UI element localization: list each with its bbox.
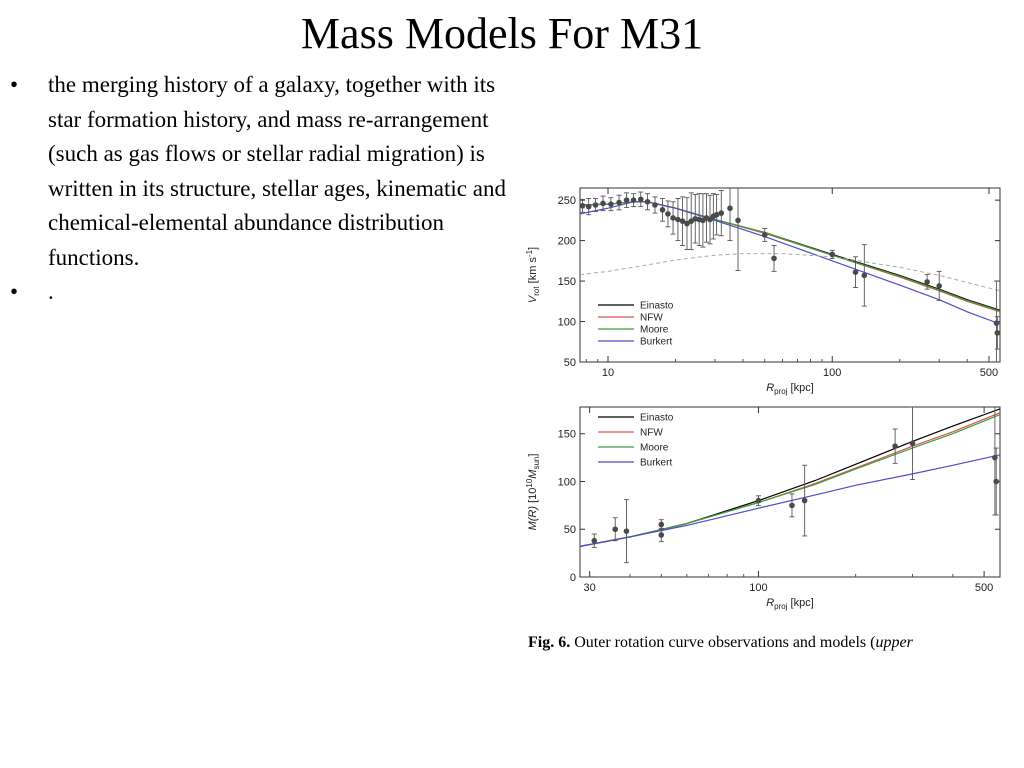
upper-chart-velocity bbox=[520, 186, 1020, 401]
data-point bbox=[658, 522, 664, 528]
data-point bbox=[638, 197, 644, 203]
data-point bbox=[756, 498, 762, 504]
x-tick-label: 100 bbox=[823, 367, 842, 379]
y-axis-label-sup: -1 bbox=[525, 249, 534, 258]
x-axis-label bbox=[766, 597, 814, 611]
data-point bbox=[645, 199, 651, 205]
figure-caption bbox=[528, 633, 1020, 653]
series-line-einasto bbox=[580, 202, 1000, 310]
x-tick-label: 10 bbox=[601, 367, 615, 379]
data-point bbox=[910, 440, 916, 446]
data-point bbox=[936, 283, 942, 289]
data-point bbox=[718, 210, 724, 216]
bullet-text: the merging history of a galaxy, together with its star formation history, and mass re-arrangement (such as gas flows or stellar radial migration) is written in its structure, stellar ages, kinematic and chemical-elemental abundance distribution functions. bbox=[48, 72, 506, 270]
x-tick-label: 500 bbox=[974, 582, 994, 594]
y-axis-label bbox=[525, 247, 541, 303]
y-tick-label: 150 bbox=[557, 428, 576, 441]
data-point bbox=[660, 207, 666, 213]
x-axis-label-unit: [kpc] bbox=[787, 597, 814, 609]
legend-label-einasto: Einasto bbox=[640, 300, 674, 312]
y-axis-label-unit: [km s bbox=[527, 257, 539, 287]
y-tick-label: 0 bbox=[569, 572, 576, 584]
data-point bbox=[924, 279, 930, 285]
data-point bbox=[624, 528, 630, 534]
legend-label-moore: Moore bbox=[640, 442, 669, 454]
y-tick-label: 50 bbox=[563, 524, 576, 537]
data-point bbox=[762, 232, 768, 238]
data-point bbox=[608, 201, 614, 207]
caption-text: Outer rotation curve observations and models ( bbox=[574, 634, 876, 651]
legend-label-moore: Moore bbox=[640, 324, 669, 336]
data-point bbox=[631, 197, 637, 203]
data-point bbox=[892, 443, 898, 449]
x-axis-label-sub: proj bbox=[774, 387, 788, 396]
caption-italic: upper bbox=[875, 634, 913, 651]
bullet-marker: • bbox=[10, 72, 19, 97]
y-tick-label: 150 bbox=[557, 276, 576, 289]
x-axis-label-var: R bbox=[766, 382, 775, 394]
y-axis-label-sub: rot bbox=[532, 286, 541, 296]
y-axis-label-close: ] bbox=[527, 246, 539, 250]
bullet-marker: • bbox=[10, 279, 19, 304]
data-point bbox=[735, 218, 741, 224]
x-axis-label-unit: [kpc] bbox=[787, 382, 814, 394]
rotation-curve-figure bbox=[520, 186, 1020, 656]
data-point bbox=[665, 211, 671, 217]
y-tick-label: 200 bbox=[557, 235, 576, 248]
data-point bbox=[593, 202, 599, 208]
x-axis-label-var: R bbox=[766, 597, 775, 609]
x-axis-label-sub: proj bbox=[774, 602, 788, 611]
data-point bbox=[802, 498, 808, 504]
x-tick-label: 500 bbox=[979, 367, 999, 379]
legend-label-burkert: Burkert bbox=[640, 457, 673, 469]
data-point bbox=[995, 330, 1001, 336]
series-line-nfw bbox=[580, 202, 1000, 312]
legend-label-burkert: Burkert bbox=[640, 336, 673, 348]
y-axis-label-var: M(R) bbox=[527, 505, 539, 531]
data-point bbox=[829, 252, 835, 258]
y-axis-label bbox=[525, 454, 541, 531]
data-point bbox=[994, 320, 1000, 326]
y-tick-label: 100 bbox=[557, 316, 576, 329]
data-point bbox=[624, 197, 630, 203]
caption-label: Fig. 6. bbox=[528, 634, 571, 651]
data-point bbox=[652, 202, 658, 208]
data-point bbox=[580, 203, 586, 209]
data-point bbox=[612, 526, 618, 532]
series-line-burkert bbox=[580, 455, 1000, 547]
data-point bbox=[771, 256, 777, 262]
data-point bbox=[862, 273, 868, 279]
x-axis-label bbox=[766, 382, 814, 396]
bullet-text: . bbox=[48, 279, 54, 304]
data-point bbox=[992, 455, 998, 461]
legend-label-nfw: NFW bbox=[640, 427, 663, 439]
slide-title: Mass Models For M31 bbox=[300, 9, 704, 58]
data-point bbox=[600, 201, 606, 207]
data-point bbox=[993, 479, 999, 485]
y-axis-label-unit: [10 bbox=[527, 487, 539, 506]
data-point bbox=[616, 200, 622, 206]
lower-chart-mass bbox=[520, 401, 1020, 656]
y-axis-label-sub: sun bbox=[532, 456, 541, 470]
data-point bbox=[670, 215, 676, 221]
y-tick-label: 250 bbox=[557, 195, 576, 208]
x-tick-label: 100 bbox=[749, 582, 768, 594]
y-axis-label-unit2: M bbox=[527, 469, 539, 479]
chart-legend bbox=[598, 301, 674, 348]
plot-area bbox=[580, 401, 1000, 563]
legend-label-nfw: NFW bbox=[640, 312, 663, 324]
y-tick-label: 50 bbox=[563, 357, 576, 369]
x-tick-label: 30 bbox=[583, 582, 596, 594]
series-line-moore bbox=[580, 202, 1000, 311]
data-point bbox=[727, 205, 733, 211]
data-point bbox=[658, 532, 664, 538]
bullet-item bbox=[10, 68, 510, 275]
y-axis-label-sup: 10 bbox=[525, 478, 534, 488]
data-point bbox=[789, 503, 795, 509]
y-axis-label-var: V bbox=[527, 295, 539, 304]
data-point bbox=[853, 269, 859, 275]
bullet-item bbox=[10, 275, 510, 310]
data-point bbox=[586, 204, 592, 210]
y-tick-label: 100 bbox=[557, 476, 576, 489]
data-point bbox=[591, 538, 597, 544]
y-axis-label-close: ] bbox=[527, 453, 539, 457]
chart-legend bbox=[598, 413, 674, 469]
legend-label-einasto: Einasto bbox=[640, 412, 674, 424]
bullet-list bbox=[10, 68, 510, 310]
